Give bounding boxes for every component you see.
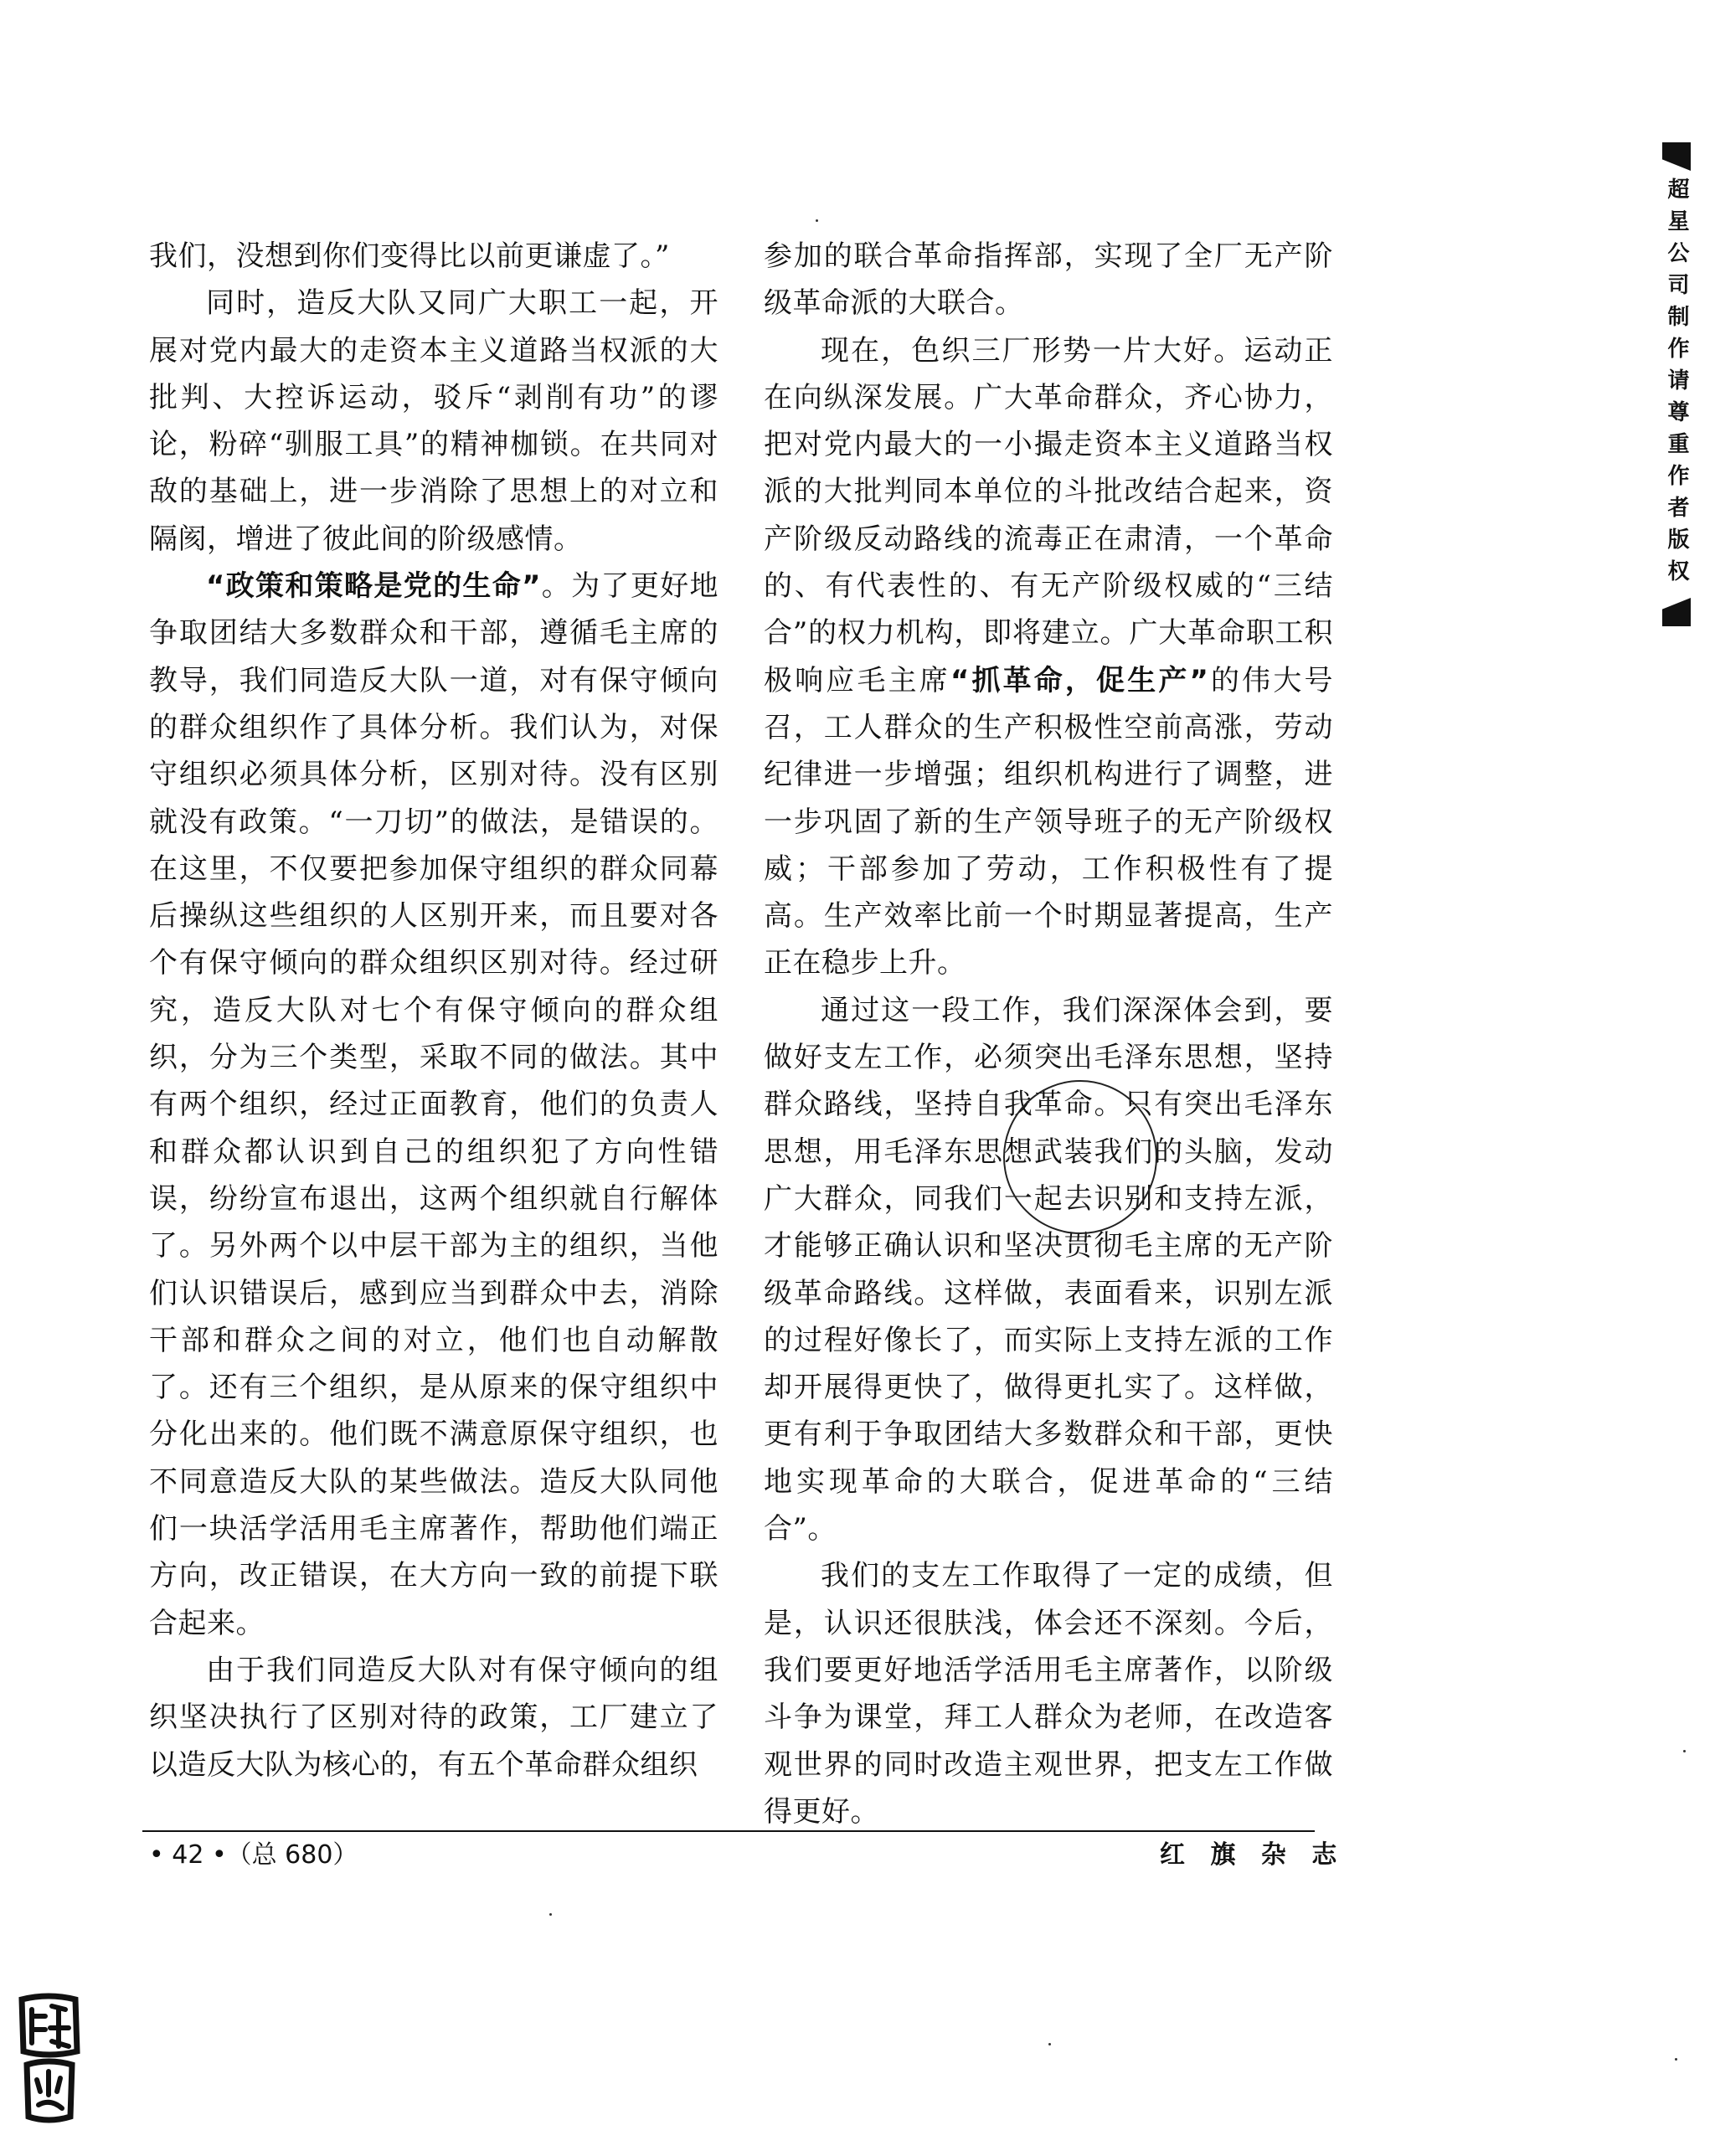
paragraph-criticism: 同时，造反大队又同广大职工一起，开展对党内最大的走资本主义道路当权派的大批判、大控诉运动，驳斥“剥削有功”的谬论，粉碎“驯服工具”的精神枷锁。在共同对敌的基础上，进一步消除了思想上的对立和隔阂，增进了彼此间的阶级感情。 (149, 286, 718, 556)
situation-body: 现在，色织三厂形势一片大好。运动正在向纵深发展。广大革命群众，齐心协力，把对党内最大的一小撮走资本主义道路当权派的大批判同本单位的斗批改结合起来，资产阶级反动路线的流毒正在肃清，一个革命的、有代表性的、有无产阶级权威的“三结合”的权力机构，即将建立。广大革命职工积极响应毛主席 (764, 333, 1333, 697)
right-column (764, 233, 1333, 1835)
situation-body-cont: 的伟大号召，工人群众的生产积极性空前高涨，劳动纪律进一步增强；组织机构进行了调整，进一步巩固了新的生产领导班子的无产阶级权威；干部参加了劳动，工作积极性有了提高。生产效率比前一个时期显著提高，生产正在稳步上升。 (764, 663, 1333, 980)
paragraph-policy (149, 563, 718, 1647)
speck (549, 1913, 552, 1916)
paragraph-situation (764, 327, 1333, 987)
copyright-strip (1660, 142, 1693, 626)
footer-rule (142, 1830, 1315, 1832)
journal-name: 红 旗 杂 志 (1160, 1840, 1346, 1870)
hand-drawn-circle (1003, 1080, 1157, 1234)
paragraph-quote-end: 我们，没想到你们变得比以前更谦虚了。” (149, 239, 670, 273)
seal-stamp-icon (15, 1991, 84, 2125)
speck (1675, 2058, 1677, 2061)
speck (816, 219, 818, 222)
left-column (149, 233, 718, 1788)
strip-bar-top (1662, 142, 1691, 171)
copyright-text: 超星公司制作请尊重作者版权 (1664, 178, 1689, 591)
policy-heading: “政策和策略是党的生命” (206, 569, 541, 604)
paragraph-alliance: 由于我们同造反大队对有保守倾向的组织坚决执行了区别对待的政策，工厂建立了以造反大队为核心的，有五个革命群众组织 (149, 1653, 718, 1782)
paragraph-alliance-cont: 参加的联合革命指挥部，实现了全厂无产阶级革命派的大联合。 (764, 239, 1333, 321)
policy-body: 。为了更好地争取团结大多数群众和干部，遵循毛主席的教导，我们同造反大队一道，对有保守倾向的群众组织作了具体分析。我们认为，对保守组织必须具体分析，区别对待。没有区别就没有政策。“一刀切”的做法，是错误的。在这里，不仅要把参加保守组织的群众同幕后操纵这些组织的人区别开来，而且要对各个有保守倾向的群众组织区别对待。经过研究，造反大队对七个有保守倾向的群众组织，分为三个类型，采取不同的做法。其中有两个组织，经过正面教育，他们的负责人和群众都认识到自己的组织犯了方向性错误，纷纷宣布退出，这两个组织就自行解体了。另外两个以中层干部为主的组织，当他们认识错误后，感到应当到群众中去，消除干部和群众之间的对立，他们也自动解散了。还有三个组织，是从原来的保守组织中分化出来的。他们既不满意原保守组织，也不同意造反大队的某些做法。造反大队同他们一块活学活用毛主席著作，帮助他们端正方向，改正错误，在大方向一致的前提下联合起来。 (149, 569, 718, 1640)
paragraph-experience: 通过这一段工作，我们深深体会到，要做好支左工作，必须突出毛泽东思想，坚持群众路线，坚持自我革命。只有突出毛泽东思想，用毛泽东思想武装我们的头脑，发动广大群众，同我们一起去识别和支持左派，才能够正确认识和坚决贯彻毛主席的无产阶级革命路线。这样做，表面看来，识别左派的过程好像长了，而实际上支持左派的工作却开展得更快了，做得更扎实了。这样做，更有利于争取团结大多数群众和干部，更快地实现革命的大联合，促进革命的“三结合”。 (764, 993, 1333, 1546)
speck (1683, 1750, 1686, 1752)
strip-bar-bottom (1662, 598, 1691, 626)
speck (1048, 2043, 1051, 2045)
paragraph-conclusion: 我们的支左工作取得了一定的成绩，但是，认识还很肤浅，体会还不深刻。今后，我们要更好地活学活用毛主席著作，以阶级斗争为课堂，拜工人群众为老师，在改造客观世界的同时改造主观世界，把支左工作做得更好。 (764, 1559, 1333, 1829)
slogan-bold: “抓革命，促生产” (950, 663, 1209, 697)
page-number: • 42 •（总 680） (149, 1840, 358, 1870)
